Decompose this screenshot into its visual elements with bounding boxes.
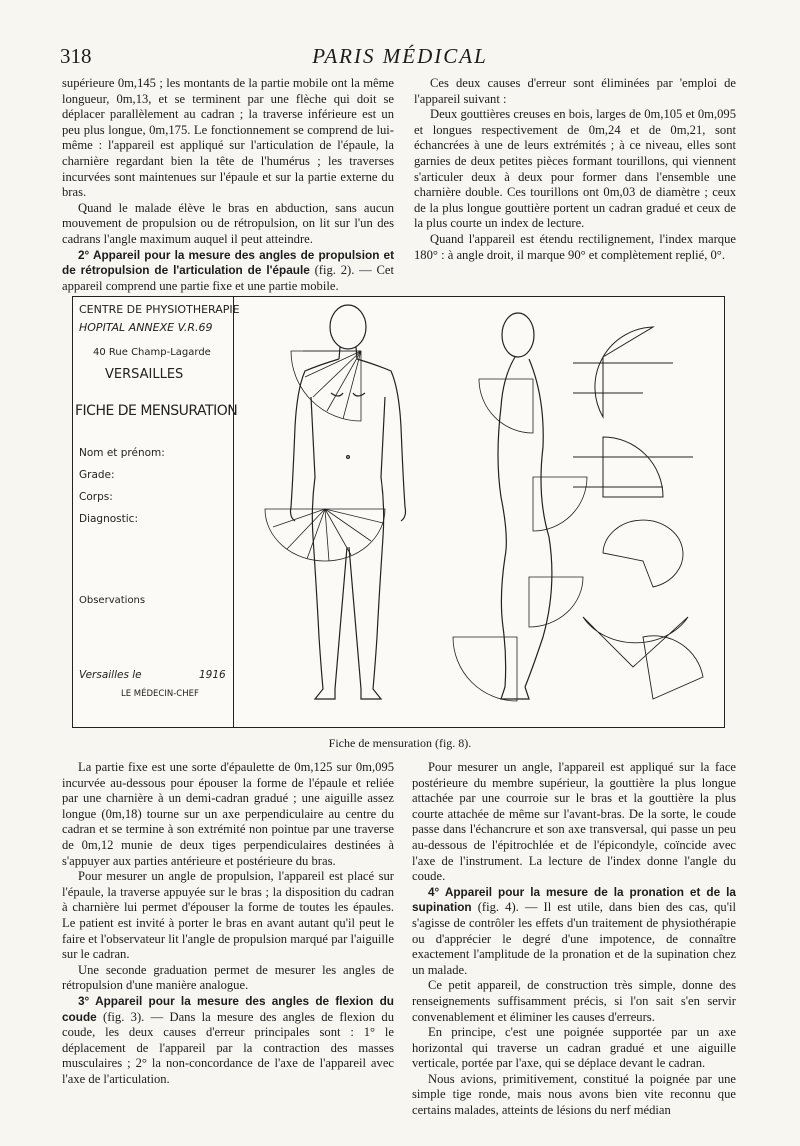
section-heading: 4° Appareil pour la mesure de la pronation et de la supination [412, 884, 736, 915]
section-paragraph [412, 885, 736, 979]
card-line: CENTRE DE PHYSIOTHERAPIE [79, 303, 240, 316]
card-place: Versailles le [79, 669, 142, 681]
card-field: Grade: [79, 469, 115, 481]
paragraph: Une seconde graduation permet de mesurer les angles de rétropulsion d'une manière analogue. [62, 962, 394, 993]
page-number: 318 [60, 44, 92, 68]
card-field: Diagnostic: [79, 513, 138, 525]
paragraph: En principe, c'est une poignée supportée par un axe horizontal qui traverse un cadran gradué et une aiguille verticale, portée par l'axe, qui se déplace devant le cadran. [412, 1025, 736, 1071]
card-field: Observations [79, 595, 146, 606]
paragraph: supérieure 0m,145 ; les montants de la partie mobile ont la même longueur, 0m,13, et se terminent par une flèche qui doit se déplacer parallèlement au cadran ; la traverse inférieure est un peu plus longue, 0m,175. Le fonctionnement se comprend de lui-même : l'appareil est appliqué sur l'articulation de l'épaule, la charnière regardant bien la tête de l'humérus ; les traverses incurvées sont maintenues sur l'épaule et sur la partie externe du bras. [62, 76, 394, 200]
paragraph: Quand l'appareil est étendu rectilignement, l'index marque 180° : à angle droit, il marque 90° et complètement replié, 0°. [414, 231, 736, 262]
card-line: HOPITAL ANNEXE V.R.69 [79, 321, 213, 334]
wrist-drawings [573, 327, 693, 497]
section-heading: 2° Appareil pour la mesure des angles de propulsion et de rétropulsion de l'articulation de l'épaule [62, 247, 394, 278]
shoulder-dial [291, 351, 361, 421]
side-dials [453, 379, 587, 701]
paragraph: Pour mesurer un angle, l'appareil est appliqué sur la face postérieure du membre supérieur, la gouttière la plus longue attachée par une courroie sur le bras et la gouttière la plus courte attachée de même sur l'avant-bras. De la sorte, le coude passe dans l'échancrure et son axe transversal, qui passe un peu au-dessous de l'épitrochlée et de l'épicondyle, coïncide avec l'axe de l'instrument. La lecture de l'index donne l'angle du coude. [412, 760, 736, 884]
column-top-right [414, 76, 736, 263]
paragraph: Ce petit appareil, de construction très simple, donne des renseignements suffisamment précis, si l'on sait s'en servir convenablement et éliminer les causes d'erreurs. [412, 978, 736, 1024]
card-signature: LE MÉDECIN-CHEF [121, 689, 199, 699]
front-body-figure [291, 305, 406, 699]
section-heading: 3° Appareil pour la mesure des angles de flexion du coude [62, 993, 394, 1024]
card-year: 1916 [199, 669, 226, 681]
hip-dial [265, 509, 385, 561]
card-field: Corps: [79, 491, 113, 503]
section-paragraph [62, 994, 394, 1088]
column-bottom-right [412, 760, 736, 1119]
paragraph: Ces deux causes d'erreur sont éliminées par 'emploi de l'appareil suivant : [414, 76, 736, 106]
paragraph: Deux gouttières creuses en bois, larges de 0m,105 et 0m,095 et longues respectivement de 0m,24 et de 0m,21, sont échancrées à une de leurs extrémités ; à ce niveau, elles sont garnies de deux petites pièces formant tourillons, qui viennent s'articuler deux à deux pour former dans l'ensemble une charnière double. Ces tourillons ont 0m,03 de diamètre ; ceux de la plus longue gouttière portent un cadran gradué et ceux de la plus courte un index de lecture. [414, 107, 736, 231]
card-line: 40 Rue Champ-Lagarde [93, 347, 211, 358]
paragraph: Pour mesurer un angle de propulsion, l'appareil est placé sur l'épaule, la traverse appuyée sur le bras ; la disposition du cadran à charnière lui permet d'épouser la forme de toutes les épaules. Le patient est invité à porter le bras en avant autant qu'il peut le faire et l'observateur lit l'angle de propulsion marqué par l'aiguille sur le cadran. [62, 869, 394, 962]
anatomical-drawings [233, 297, 723, 727]
figure-caption: Fiche de mensuration (fig. 8). [328, 736, 472, 750]
record-card-text [73, 297, 240, 727]
paragraph: La partie fixe est une sorte d'épaulette de 0m,125 sur 0m,095 incurvée au-dessous pour épouser la forme de l'épaule et reliée par une charnière à un demi-cadran gradué ; une aiguille assez longue (0m,18) tourne sur un axe perpendiculaire au centre du cadran et se termine à son extrémité non pointue par une traverse de 0m,12 munie de deux tiges perpendiculaires destinées à s'appuyer aux parties antérieure et postérieure du bras. [62, 760, 394, 868]
figure-measurement-card [72, 296, 725, 728]
paragraph: Quand le malade élève le bras en abduction, sans aucun mouvement de propulsion ou de rétropulsion, on lit sur l'un des cadrans l'angle maximum auquel il peut atteindre. [62, 200, 394, 246]
section-text: (fig. 2). — Cet appareil comprend une partie fixe et une partie mobile. [62, 263, 395, 293]
forearm-rotation-dials [583, 520, 703, 699]
paragraph: Nous avions, primitivement, constitué la poignée par une simple tige ronde, mais nous avons bien vite reconnu que certains malades, atteints de lésions du nerf médian [412, 1071, 736, 1118]
running-title: PARIS MÉDICAL [312, 44, 488, 68]
section-text: (fig. 4). — Il est utile, dans bien des cas, qu'il s'agisse de contrôler les effets d'un traitement de physiothérapie ou d'apprécier le degré d'une impotence, de connaître exactement l'amplitude de la pronation et de la supination chez un malade. [412, 900, 736, 977]
section-paragraph [62, 248, 394, 295]
card-title: FICHE DE MENSURATION [75, 403, 238, 419]
side-body-figure [498, 313, 552, 699]
card-line: VERSAILLES [105, 367, 184, 382]
section-text: (fig. 3). — Dans la mesure des angles de flexion du coude, les deux causes d'erreur principales sont : 1° le déplacement de l'appareil par la contraction des masses musculaires ; 2° la non-concordance de l'axe de l'appareil avec l'axe de l'articulation. [62, 1009, 394, 1086]
card-field: Nom et prénom: [79, 447, 165, 459]
column-top-left [62, 76, 394, 294]
column-bottom-left [62, 760, 394, 1087]
